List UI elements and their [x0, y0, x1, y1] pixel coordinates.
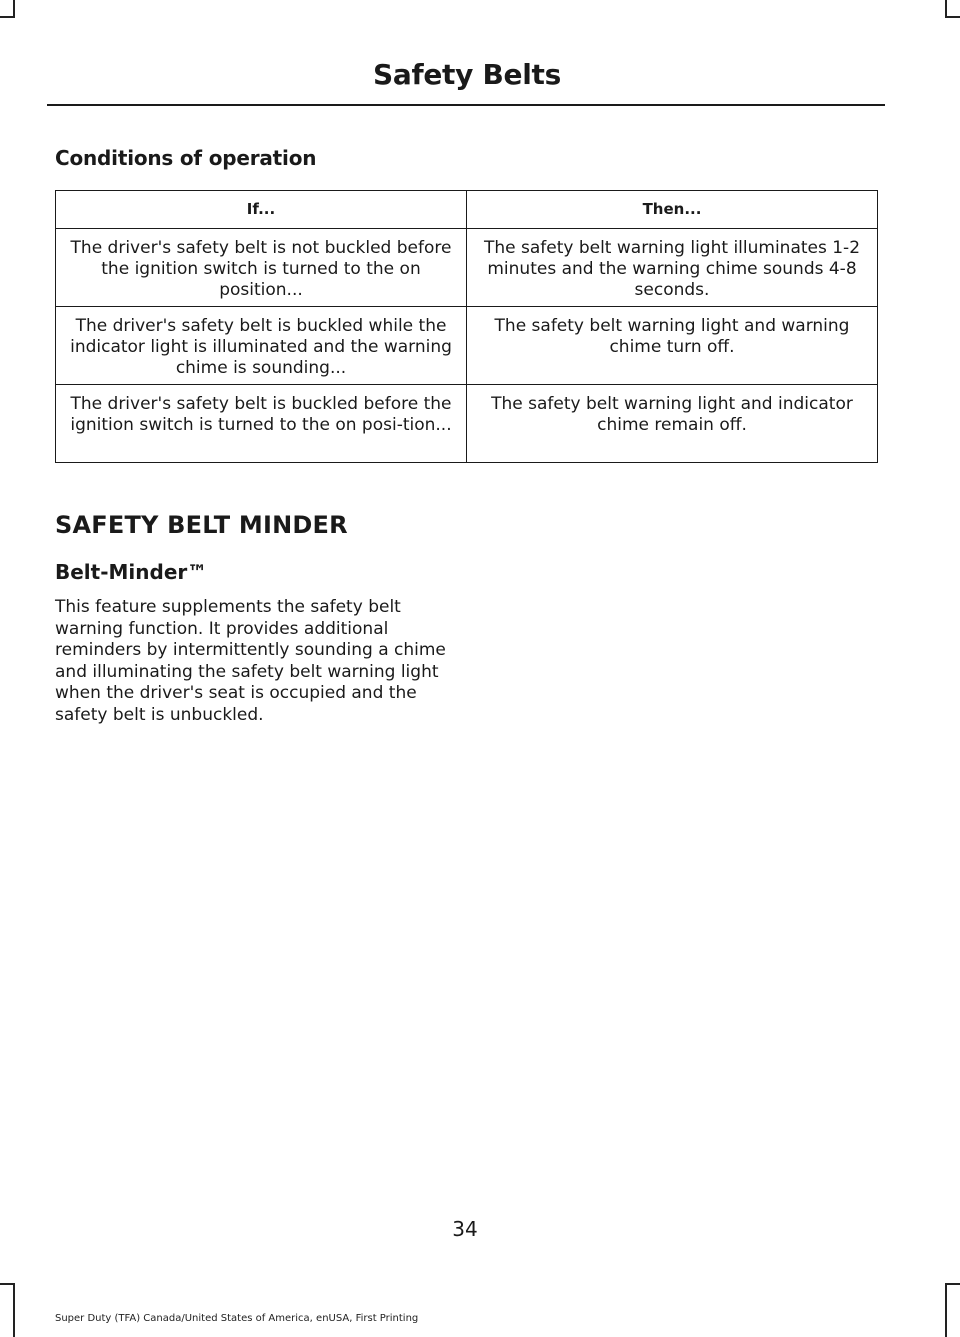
table-header-row	[56, 191, 878, 229]
crop-mark	[13, 1283, 15, 1337]
table-header-then: Then...	[467, 191, 878, 229]
table-header-if: If...	[56, 191, 467, 229]
table-cell-then: The safety belt warning light and indicator chime remain off.	[467, 385, 878, 463]
crop-mark	[13, 0, 15, 16]
header-divider	[47, 104, 885, 106]
section-title: Conditions of operation	[55, 146, 317, 170]
minder-body: This feature supplements the safety belt warning function. It provides additional reminders by intermittently sounding a chime and illuminating the safety belt warning light when the driver's seat is occupied and the safety belt is unbuckled.	[55, 597, 446, 725]
crop-mark	[0, 16, 15, 18]
crop-mark	[945, 16, 960, 18]
table-cell-if: The driver's safety belt is buckled while the indicator light is illuminated and the warning chime is sounding...	[56, 307, 467, 385]
footer-text: Super Duty (TFA) Canada/United States of America, enUSA, First Printing	[55, 1313, 419, 1324]
table-row	[56, 229, 878, 307]
table-row	[56, 307, 878, 385]
crop-mark	[945, 1283, 960, 1285]
table-cell-if: The driver's safety belt is not buckled before the ignition switch is turned to the on position...	[56, 229, 467, 307]
conditions-table	[55, 190, 878, 463]
table-cell-if: The driver's safety belt is buckled before the ignition switch is turned to the on posi-tion...	[56, 385, 467, 463]
table-cell-then: The safety belt warning light and warning chime turn off.	[467, 307, 878, 385]
page-title: Safety Belts	[373, 58, 561, 91]
table-row	[56, 385, 878, 463]
minder-subheading: Belt-Minder™	[55, 560, 208, 584]
crop-mark	[945, 0, 947, 16]
crop-mark	[945, 1283, 947, 1337]
page-number: 34	[452, 1217, 478, 1241]
table-cell-then: The safety belt warning light illuminates 1-2 minutes and the warning chime sounds 4-8 seconds.	[467, 229, 878, 307]
minder-heading: SAFETY BELT MINDER	[55, 511, 348, 539]
